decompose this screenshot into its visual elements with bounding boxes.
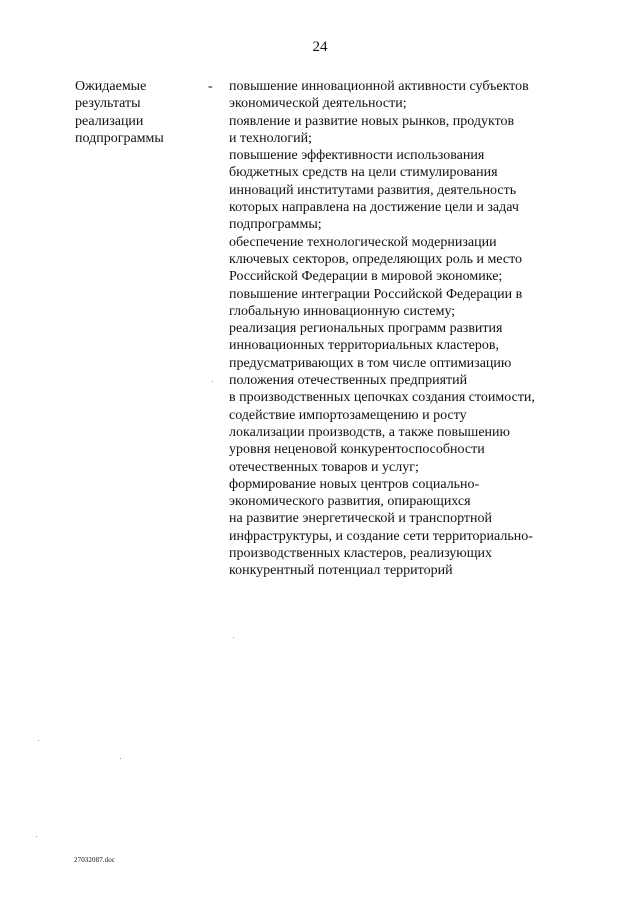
text-line: бюджетных средств на цели стимулирования	[229, 165, 498, 181]
scan-speck	[38, 740, 39, 741]
label-dash: -	[208, 79, 213, 94]
section-label-line: Ожидаемые	[75, 79, 147, 94]
text-line: формирование новых центров социально-	[229, 476, 480, 492]
text-line: инновационных территориальных кластеров,	[229, 338, 500, 354]
text-line: производственных кластеров, реализующих	[229, 546, 493, 562]
text-line: и технологий;	[229, 130, 313, 146]
text-line: уровня неценовой конкурентоспособности	[229, 442, 485, 458]
text-line: на развитие энергетической и транспортной	[229, 511, 492, 527]
text-line: повышение эффективности использования	[229, 148, 485, 164]
text-line: которых направлена на достижение цели и задач	[229, 200, 519, 216]
text-line: отечественных товаров и услуг;	[229, 459, 419, 475]
text-line: инноваций институтами развития, деятельность	[229, 182, 517, 198]
text-line: в производственных цепочках создания стоимости,	[229, 390, 535, 406]
text-line: Российской Федерации в мировой экономике;	[229, 269, 503, 285]
text-line: локализации производств, а также повышению	[229, 424, 510, 440]
text-line: подпрограммы;	[229, 217, 322, 233]
text-line: обеспечение технологической модернизации	[229, 234, 497, 250]
section-label-line: результаты	[75, 96, 141, 112]
text-line: положения отечественных предприятий	[229, 373, 468, 389]
text-line: ключевых секторов, определяющих роль и место	[229, 251, 523, 267]
section-label-line: реализации	[75, 113, 144, 129]
text-line: предусматривающих в том числе оптимизацию	[229, 355, 512, 371]
text-line: глобальную инновационную систему;	[229, 303, 456, 319]
document-filename: 27032087.doc	[74, 856, 116, 864]
expected-results-text	[229, 78, 569, 580]
text-line: экономической деятельности;	[229, 96, 407, 112]
text-line: конкурентный потенциал территорий	[229, 563, 453, 579]
scan-speck	[36, 836, 37, 837]
section-label-line: подпрограммы	[75, 130, 164, 146]
scan-speck	[233, 637, 234, 638]
text-line: реализация региональных программ развития	[229, 321, 503, 337]
text-line: появление и развитие новых рынков, продуктов	[229, 113, 515, 129]
text-line: инфраструктуры, и создание сети территориально-	[229, 528, 533, 544]
section-label	[75, 78, 200, 147]
text-line: экономического развития, опирающихся	[229, 494, 471, 510]
page-number: 24	[312, 39, 328, 55]
text-line: повышение инновационной активности субъектов	[229, 79, 529, 94]
text-line: повышение интеграции Российской Федерации в	[229, 286, 523, 302]
scan-speck	[120, 758, 121, 759]
scan-speck	[212, 381, 213, 382]
text-line: содействие импортозамещению и росту	[229, 407, 467, 423]
